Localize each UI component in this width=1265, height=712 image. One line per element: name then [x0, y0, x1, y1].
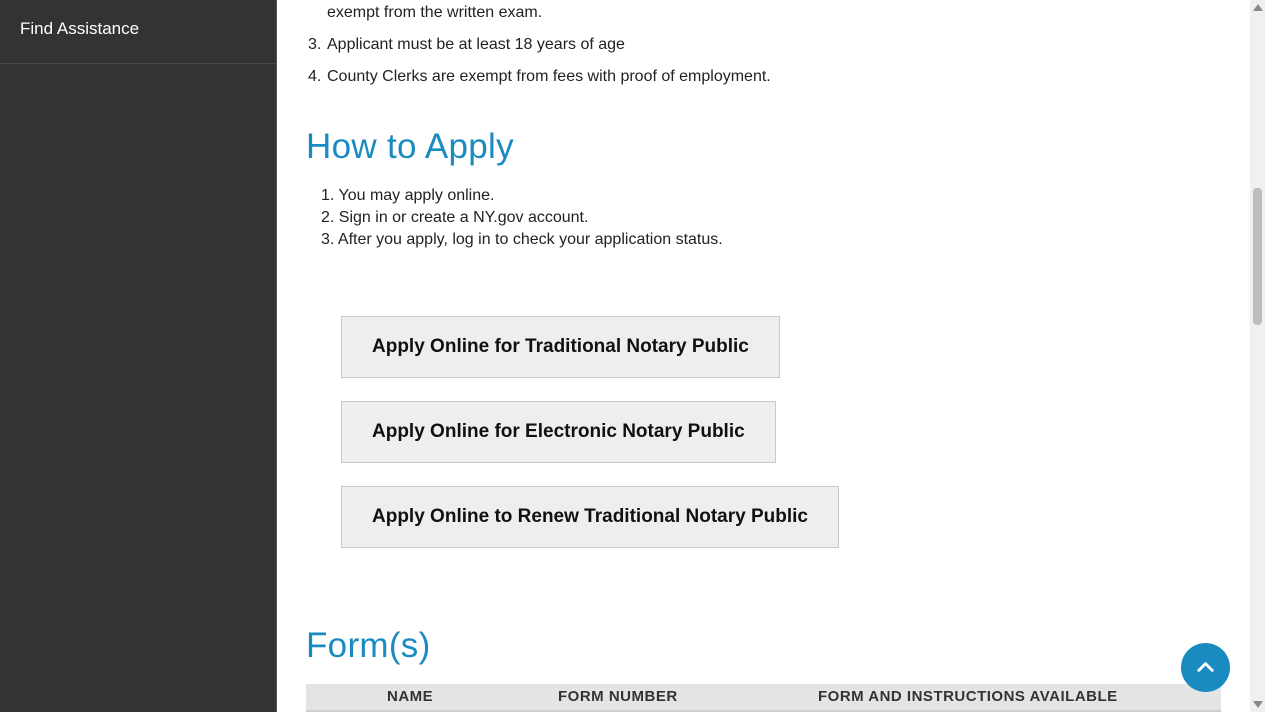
column-header-name: NAME	[387, 688, 434, 705]
forms-table-header	[306, 684, 1221, 712]
scroll-down-arrow-icon[interactable]	[1253, 701, 1263, 708]
renew-traditional-notary-button[interactable]: Apply Online to Renew Traditional Notary Public	[341, 486, 839, 548]
forms-heading: Form(s)	[306, 626, 431, 665]
how-to-apply-steps	[321, 185, 723, 251]
step-item: 1. You may apply online.	[321, 187, 495, 204]
main-content	[277, 0, 1250, 712]
list-item-number: 3.	[308, 36, 322, 53]
chevron-up-icon	[1194, 656, 1217, 679]
list-item-text: Applicant must be at least 18 years of age	[327, 36, 625, 53]
step-item: 2. Sign in or create a NY.gov account.	[321, 209, 589, 226]
column-header-form-number: FORM NUMBER	[558, 688, 678, 705]
list-item	[327, 4, 542, 22]
list-item-text: County Clerks are exempt from fees with proof of employment.	[327, 68, 771, 85]
apply-electronic-notary-button[interactable]: Apply Online for Electronic Notary Public	[341, 401, 776, 463]
vertical-scrollbar[interactable]	[1250, 0, 1265, 712]
sidebar-item-find-assistance[interactable]: Find Assistance	[0, 0, 276, 64]
step-item: 3. After you apply, log in to check your application status.	[321, 231, 723, 248]
back-to-top-button[interactable]	[1181, 643, 1230, 692]
scroll-up-arrow-icon[interactable]	[1253, 4, 1263, 11]
list-item	[308, 36, 625, 54]
list-item-text: exempt from the written exam.	[327, 4, 543, 21]
sidebar	[0, 0, 277, 712]
scrollbar-thumb[interactable]	[1253, 188, 1262, 325]
list-item	[308, 68, 771, 86]
list-item-number: 4.	[308, 68, 322, 85]
column-header-availability: FORM AND INSTRUCTIONS AVAILABLE	[818, 688, 1118, 705]
how-to-apply-heading: How to Apply	[306, 127, 514, 166]
apply-traditional-notary-button[interactable]: Apply Online for Traditional Notary Public	[341, 316, 780, 378]
